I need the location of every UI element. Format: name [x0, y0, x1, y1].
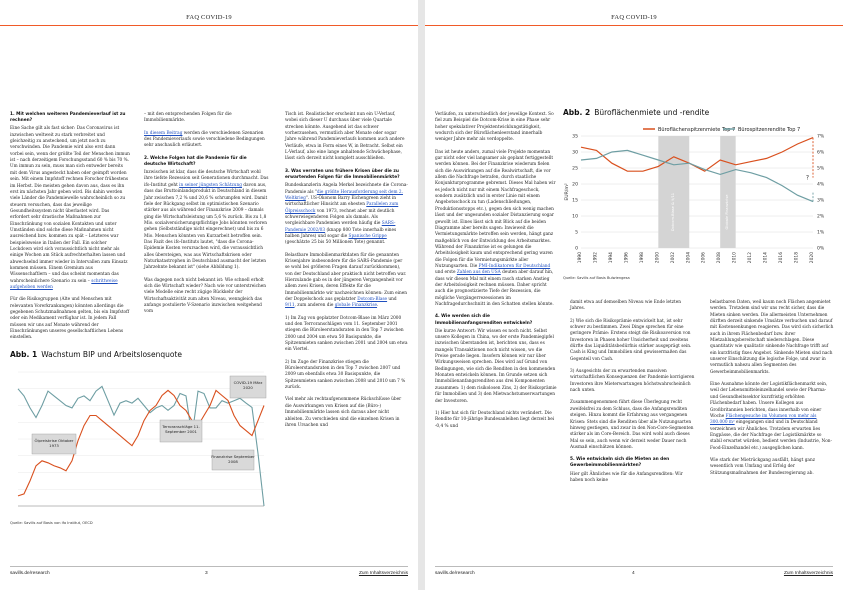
figure-2-source: Quelle: Savills auf Basis Bulwiengesa [563, 276, 630, 280]
link-merkel[interactable]: die größte Herausforderung seit dem 2. Weltkrieg [285, 189, 403, 201]
y-left-tick-label: 25 [572, 166, 578, 172]
figure-1-source: Quelle: Savills auf Basis von ifo Institut, OECD [10, 521, 93, 525]
paragraph: Wie stark der Mietrückgang ausfällt, hängt ganz wesentlich vom Umfang und Erfolg der Stützungsmaßnahmen der Bundesregierung ab. [710, 457, 815, 476]
y-right-tick-label: 0% [817, 246, 825, 252]
page-header: FAQ COVID-19 [611, 14, 657, 21]
paragraph: 1) Hier hat sich für Deutschland nichts verändert. Die Rendite für 10-jährige Bundesanleihen liegt derzeit bei -0,4 % und [435, 410, 555, 429]
x-tick-label: 1996 [624, 252, 630, 264]
paragraph: 2) Wie sich die Risikoprämie entwickelt hat, ist sehr schwer zu bestimmen. Zwei Dinge sprechen für eine geringere Prämie: Erstens steigt die Risikoaversion von Investoren in Phasen hoher Unsicherheit und zweitens dürfte das Liquiditätsbedürfnis stärker ausgeprägt sein. Cash is King und Immobilien sind gewissermaßen das Gegenteil von Cash. [570, 318, 692, 362]
paragraph: Zusammengenommen führt diese Überlegung recht zweifelsfrei zu dem Schluss, dass die Anfangsrenditen steigen. Hinzu kommt die Erfahrung aus vergangenen Krisen: Stets sind die Renditen über alle Nutzungsarten hinweg gestiegen, und zwar in den Non-Core-Segmenten stärker als im Core-Bereich. Das wird wohl auch dieses Mal so sein, auch wenn wir derzeit weder Dauer noch Ausmaß einschätzen können. [570, 400, 694, 450]
footer-rule [10, 566, 408, 567]
x-tick-label: 2012 [748, 252, 754, 264]
link-beitrag[interactable]: In diesem Beitrag [144, 130, 183, 136]
x-tick-label: 2008 [717, 252, 723, 264]
right-column-1 [435, 112, 557, 436]
paragraph: Für die Risikogruppen (Alte und Menschen mit relevanten Vorerkrankungen) könnten allerdings die gegebenen Schutzmaßnahmen gelten, bis ein Impfstoff oder ein Medikament verfügbar ist. In jedem Fall müssen wir uns auf Monate während der Einschränkungen unseres gesellschaftlichen Lebens einstellen. [10, 297, 130, 341]
page-header: FAQ COVID-19 [186, 14, 232, 21]
y-left-tick-label: 30 [572, 150, 578, 156]
paragraph: Bundeskanzlerin Angela Merkel bezeichnete die Corona-Pandemie als "die größte Herausforderung seit dem 2. Weltkrieg". US-Ökonom Barry Eichengreen zieht in wirtschaftlicher Hinsicht am ehesten Parallelen zum Ölpreisschock von 1973, rechnet aber mit deutlich schwerwiegenderen Folgen als damals. Als vergleichbare Pandemien werden häufig die SARS-Pandemie 2002/03 (knapp 800 Tote innerhalb eines halben Jahres) und sogar die Spanische Grippe (geschätzte 25 bis 50 Millionen Tote) genannt. [285, 183, 408, 246]
page-number: 3 [205, 571, 208, 576]
annotation-oil-crisis [32, 434, 76, 454]
link-ifo-schaetzung[interactable]: in seiner jüngsten Schätzung [179, 182, 242, 188]
paragraph: Hier gilt Ähnliches wie für die Anfangsrenditen: Wir haben noch keine [570, 471, 683, 483]
chart-axes [564, 134, 825, 264]
left-page [0, 0, 418, 590]
paragraph: Was dagegen noch nicht bekannt ist: Wie schnell erholt sich die Wirtschaft wieder? Nach wie vor unterstreichen viele Modelle eine recht zügige Rückkehr der Wirtschaftsaktivität zum alten Niveau, wenngleich das anfangs postulierte V-Szenario inzwischen weitgehend vom [144, 277, 267, 315]
footer-rule [435, 566, 833, 567]
list-item: 1) Im Zug von geplatzter Dotcom-Blase im März 2000 und den Terroranschlägen vom 11. September 2001 stiegen die Büroleerstandsraten in den Top 7 zwischen 2000 und 2004 um etwa 50 Basispunkte, die Spitzenmieten sanken zwischen 2001 und 2004 um etwa ein Viertel. [285, 315, 408, 353]
y-right-tick-label: 7% [817, 134, 825, 140]
paragraph: In diesem Beitrag werden die verschiedenen Szenarien des Pandemieverlaufs sowie verschiedene Bedingungen sehr anschaulich erläutert. [144, 130, 265, 149]
page-number: 4 [632, 571, 635, 576]
right-column-2 [570, 300, 695, 490]
legend-label-yield: Bürospitzenrendite Top 7 [738, 127, 801, 133]
footer-site: savills.de/research [435, 571, 475, 576]
y-right-tick-label: 2% [817, 214, 825, 220]
chart-gdp-unemployment [10, 364, 272, 514]
paragraph: Eine Sache gilt als fast sicher: Das Coronavirus ist inzwischen weltweit zu stark verbreitet und gleichzeitig zu ansteckend, um jetzt noch zu verschwinden. Die Pandemie wird also erst dann vorbei sein, wenn der größte Teil der Menschen immun ist – nach derzeitigem Forschungsstand 60 % bis 70 %. Um immun zu sein, muss man sich entweder bereits mit dem Virus angesteckt haben oder geimpft worden sein. Mit einem Impfstoff rechnen Forscher frühestens im Herbst. Die meisten gehen davon aus, dass es ihn erst im nächsten Jahr geben wird. Bis dahin werden viele Länder die Pandemiewelle wahrscheinlich so zu steuern versuchen, dass das jeweilige Gesundheitssystem nicht überlastet wird. Das erfordert sehr drastische Maßnahmen zur Einschränkung von sozialen Kontakten und unter Umständen sind solche diese Maßnahmen nicht ausreichend bzw. kommen zu spät – Letzteres war beispielsweise in Italien der Fall. Ein solcher Lockdown wird sich voraussichtlich nicht mehr als einige Wochen am Stück aufrechterhalten lassen und abwechselnd immer wieder in Intervallen zum Einsatz kommen müssen. Einem Gremium aus Wissenschaftlern – und das scheint momentan das wahrscheinlichere Szenario zu sein – schrittweise aufgehoben werden [10, 126, 130, 290]
header-rule [425, 25, 843, 26]
x-tick-label: 1992 [593, 252, 599, 264]
link-spanische-grippe[interactable]: Spanische Grippe [348, 233, 387, 239]
toc-link[interactable]: Zum Inhaltsverzeichnis [783, 571, 833, 576]
paragraph: Inzwischen ist klar, dass die deutsche Wirtschaft wohl ihre tiefste Rezession seit Generationen durchmacht. Das ifo-Institut geht in seiner jüngsten Schätzung davon aus, dass das Bruttoinlandsprodukt in Deutschland in diesem Jahr zwischen 7,2 % und 20,6 % schrumpfen wird. Damit fiele der Rückgang selbst im optimistischen Szenario stärker aus als während der Finanzkrise 2009 – damals ging die Wirtschaftsleistung um 5,6 % zurück. Bis zu 1,8 Mio. sozialversicherungspflichtige Jobs könnten verloren gehen (Selbstständige nicht eingerechnet) und bis zu 6 Mio. Menschen könnten von Kurzarbeit betroffen sein. Das Fazit des ifo-Instituts lautet, "dass die Corona-Epidemie Kosten verursachen wird, die voraussichtlich alles übersteigen, was aus Wirtschaftskrisen oder Naturkatastrophen in Deutschland ausmacht der letzten Jahrzehnte bekannt ist" (siehe Abbildung 1). [144, 170, 269, 271]
link-pmi[interactable]: PMI-Indikatoren für Deutschland [478, 263, 551, 269]
question-2: 2. Welche Folgen hat die Pandemie für die deutsche Wirtschaft? [144, 155, 247, 167]
link-dotcom[interactable]: Dotcom-Blase [357, 297, 388, 302]
annotation-oil-crisis-label: Ölpreiskrise Oktober 1973 [34, 438, 74, 448]
left-column-2 [144, 112, 270, 322]
y-left-tick-label: 5 [575, 230, 578, 236]
annotation-covid-label: COVID-19 März 2020 [233, 380, 263, 390]
y-right-tick-label: 4% [817, 182, 825, 188]
x-tick-label: 1998 [639, 252, 645, 264]
annotation-terror-label: Terroranschläge 11. September 2001 [162, 424, 200, 434]
link-911[interactable]: 9/11 [285, 303, 295, 309]
chart-legend [643, 127, 800, 133]
series-yield-line [581, 150, 813, 201]
x-tick-label: 2004 [686, 252, 692, 264]
chart-shaded-periods [658, 136, 735, 248]
paragraph: Viel mehr als rechtaufgenommene Rückschlüsse über die Auswirkungen von Krisen auf die (Büro-) Immobilienmärkte lassen sich daraus aber nicht ableiten. Zu verschieden sind die einzelnen Krisen in ihren Ursachen und [285, 397, 402, 428]
x-tick-label: 2010 [732, 252, 738, 264]
link-usa[interactable]: Zahlen aus den USA [456, 270, 501, 276]
paragraph: – mit den entsprechenden Folgen für die Immobilienmärkte. [144, 112, 232, 124]
right-page [425, 0, 843, 590]
question-5: 5. Wie entwickeln sich die Mieten an den Gewerbeimmobilienmärkten? [570, 457, 670, 469]
link-schrittweise[interactable]: schrittweise aufgehoben werden [10, 278, 118, 290]
x-tick-label: 1990 [578, 252, 583, 264]
chart-grid [581, 136, 813, 248]
chart-office-rent-yield [563, 122, 835, 270]
question-1: 1. Mit welchen weiteren Pandemieverlauf ist zu rechnen? [10, 112, 126, 124]
x-tick-label: 2020 [810, 252, 815, 264]
list-item: 2) Im Zuge der Finanzkrise stiegen die Büroleerstandsraten in den Top 7 zwischen 2007 und 2009 um ebenfalls etwa 30 Basispunkte, die Spitzenmieten sanken zwischen 2008 und 2010 um 7 % zurück. [285, 359, 406, 391]
forecast-question-mark: ? [805, 174, 809, 182]
toc-link[interactable]: Zum Inhaltsverzeichnis [358, 571, 408, 576]
left-column-3 [285, 112, 408, 435]
legend-label-rent: Büroflächenspitzenmiete Top 7 [658, 127, 736, 133]
shaded-period-label: Dotcom-Blase & 9/11 [670, 192, 675, 232]
annotation-financial-crisis-label: Finanzkrise September 2008 [211, 454, 255, 464]
y-right-tick-label: 1% [817, 230, 825, 236]
annotation-covid [230, 376, 266, 398]
shaded-period-label: Globale Finanzkrise [724, 194, 729, 230]
paragraph: Tisch ist. Realistischer erscheint nun ein U-Verlauf, wobei sich dieser U durchaus über viele Quartale strecken könnte. Ausgehend ist das schwer vorherzusehen, vermutlich aber Monate oder sogar Jahre während Pandemieverlaufs kommen auch andere Verläufe, etwa in Form eines W, in Betracht. Selbst ein L-Verlauf, also eine lange anhaltende Schwächephase, lässt sich derzeit nicht komplett ausschließen. [285, 112, 405, 162]
link-finanzkrise[interactable]: globale Finanzkrise [334, 303, 378, 309]
right-column-3 [710, 300, 834, 483]
paragraph: Belastbare Immobilienmarktdaten für die genannten Krisenjahre insbesondere für die SARS-Pandemie (per se wohl bei größeren Fragen darauf zurückkommen), von der Deutschland aber praktisch nicht betroffen war. Hierzulande gab es in der jüngeren Vergangenheit vor allem zwei Krisen, deren Effekte für die Immobilienmärkte wir nachzeichnen können: Zum einen der Doppelschock aus geplatzter Dotcom-Blase und 9/11, zum anderen die globale Finanzkrise. [285, 252, 408, 309]
paragraph: Verläufen, zu unterschiedlich der jeweilige Kontext. So fiel zum Beispiel die Dotcom-Krise in eine Phase sehr hoher spekulativer Projektentwicklungstätigkeit, wodurch sich der Büroflächenleerstand innerhalb weniger Jahre mehr als verdoppelte. [435, 112, 554, 143]
x-tick-label: 2002 [670, 252, 676, 264]
footer-site: savills.de/research [10, 571, 50, 576]
left-column-1 [10, 112, 130, 348]
y-left-tick-label: 20 [572, 182, 578, 188]
link-oelpreis[interactable]: Parallelen zum Ölpreisschock [285, 202, 399, 214]
annotation-financial-crisis [211, 450, 255, 470]
annotation-terror [160, 420, 202, 442]
y-left-tick-label: 35 [572, 134, 578, 140]
link-sars[interactable]: SARS-Pandemie 2002/03 [285, 221, 396, 233]
paragraph: Das ist heute anders, zumal viele Projekte momentan gar nicht oder viel langsamer als geplant fertiggestellt werden können. Bei der Finanzkrise wiederum fielen sich die Auswirkungen auf die Realwirtschaft, die vor allem die Nachfrage betrafen, durch staatliche Konjunkturprogramme gebremst. Dieses Mal haben wir es jedoch nicht nur mit einem Nachfrageschock, sondern zusätzlich und in erster Linie mit einem Angebotsschock zu tun (Ladenschließungen, Produktionsstopps etc.), gegen den sich wenig machen lässt und der ungesunden sozialer Distanzierung sogar gewollt ist. Eines lässt sich mit Blick auf die beiden Diagramme aber bereits sagen: Inwieweit die Vermietungsmärkte betroffen sein werden, hängt ganz maßgeblich von der Entwicklung des Arbeitsmarktes. Während der Finanzkrise ist es gelungen die Arbeitslosigkeit kaum und entsprechend gering waren die Folgen für die Vermietungsmärkte aller Nutzungsarten. Die PMI-Indikatoren für Deutschland und erste Zahlen aus den USA deuten aber darauf hin, dass wir diesen Mal mit einem rasch starken Anstieg der Arbeitslosigkeit rechnen müssen. Daher spricht auch die prognostizierte Tiefe der Rezession, die mögliche Vorgängerrezessionen im Nachfragedurchschnitt in den Schatten stellen könnte. [435, 149, 556, 307]
link-flaechengesuche[interactable]: Flächengesuche im Volumen von mehr als 300.000 m² [710, 413, 817, 426]
x-tick-label: 2006 [701, 252, 707, 264]
paragraph: 3) Ausgesichts der zu erwartenden massiven wirtschaftlichen Konsequenzen der Pandemie korrigieren Investoren ihre Mieterwartungen höchstwahrscheinlich nach unten. [570, 369, 695, 394]
x-tick-label: 2014 [763, 252, 769, 264]
chart-series [581, 138, 813, 202]
figure-2-title: Abb. 2 Büroflächenmiete und -rendite [563, 108, 710, 117]
x-tick-label: 2018 [794, 252, 800, 264]
y-left-tick-label: 0 [575, 246, 578, 252]
y-right-tick-label: 6% [817, 150, 825, 156]
paragraph: damit etwa auf demselben Niveau wie Ende letzten Jahres. [570, 300, 681, 312]
y-left-tick-label: 15 [572, 198, 578, 204]
question-4: 4. Wie werden sich die Immobilienanfangsrenditen entwickeln? [435, 314, 533, 326]
x-tick-label: 2016 [779, 252, 785, 264]
paragraph: belastbaren Daten, weil kaum noch Flächen angemietet werden. Trotzdem sind wir uns recht sicher, dass die Mieten sinken werden. Die allermeisten Unternehmen dürften derzeit sinkende Umsätze verbuchen und darauf mit Kostensenkungen reagieren. Das wird sich sicherlich auch in ihrem Flächenbedarf bzw. ihrer Mietzahlungsbereitschaft niederschlagen. Diese quantitativ wie qualitativ sinkende Nachfrage trifft auf ein kurzfristig fixes Angebot. Sinkende Mieten sind nach unserer Einschätzung die logische Folge, und zwar in vermutlich nahezu allen Segmenten des Gewerbeimmobilienmarkts. [710, 300, 834, 375]
x-tick-label: 1994 [608, 252, 614, 264]
header-rule [0, 25, 418, 26]
y-left-tick-label: 10 [572, 214, 578, 220]
paragraph: Die kurze Antwort: Wir wissen es noch nicht. Selbst unsere Kollegen in China, wo der erste Pandemiegipfel inzwischen überstanden ist, berichten uns, dass es mangels Transaktionen noch nicht wissen, wo die Preise gerade liegen. Insofern können wir nur über Wirkungsweisen sprechen. Dies wird auf Grund von Bedingungen, wie sich die Renditen in den kommenden Monaten entwickeln können. Im Grunde setzen sich Immobilienanfangsrenditen aus drei Komponenten zusammen: 1) dem risikolosen Zins, 2) der Risikoprämie für Immobilien und 3) den Mietwachstumserwartungen der Investoren. [435, 328, 557, 404]
shaded-period [720, 136, 735, 248]
question-3: 3. Was verraten uns frühere Krisen über die zu erwartenden Folgen für die Immobilienmärkte? [285, 168, 400, 180]
y-right-tick-label: 3% [817, 198, 825, 204]
y-axis-label: EUR/m² [565, 183, 570, 201]
paragraph: Eine Ausnahme könnte der Logistikflächenmarkt sein, weil der Lebensmitteleinzelhandel sowie der Pharma- und Gesundheitssektor kurzfristig erhöhten Flächenbedarf haben. Unsere Kollegen aus Großbritannien berichten, dass innerhalb von einer Woche Flächengesuche im Volumen von mehr als 300.000 m² eingegangen sind und in Deutschland verzeichnen wir Ähnliches. Trotzdem erwarten lies Engpässe, die der Nachfrage der Logistikmärkte so stabil erwartet würden, bedient werden (Industrie, Non-Food-Einzelhandel etc.) ausgeglichen kann. [710, 382, 832, 451]
figure-1-title: Abb. 1 Wachstum BIP und Arbeitslosenquote [10, 350, 182, 359]
y-right-tick-label: 5% [817, 166, 825, 172]
x-tick-label: 2000 [655, 252, 661, 264]
